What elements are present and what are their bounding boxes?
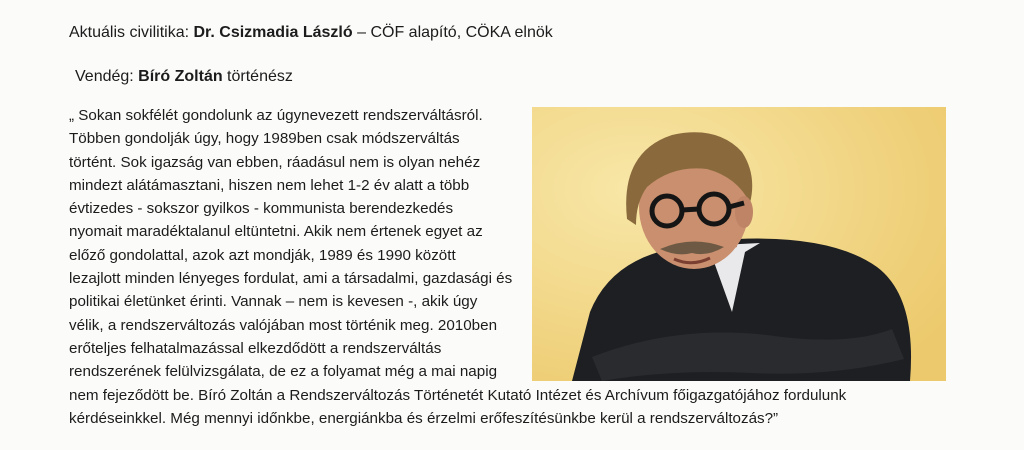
host-name: Dr. Csizmadia László: [193, 24, 353, 41]
body-line: mindezt alátámasztani, hiszen nem lehet 1-2 év alatt a több: [69, 176, 470, 194]
guest-portrait-photo: [532, 107, 946, 381]
ear: [735, 196, 753, 228]
body-line: Többen gondolják úgy, hogy 1989ben csak módszerváltás: [69, 130, 460, 148]
show-title-line: [69, 22, 553, 44]
body-line: kérdéseinkkel. Még mennyi időnkbe, energiánkba és érzelmi erőfeszítésünkbe kerül a rendszerváltozás?”: [69, 409, 779, 427]
host-role: – CÖF alapító, CÖKA elnök: [352, 24, 553, 41]
body-line: vélik, a rendszerváltozás valójában most történik meg. 2010ben: [69, 316, 498, 334]
body-line: „ Sokan sokfélét gondolunk az úgynevezett rendszerváltásról.: [69, 107, 483, 124]
body-line: rendszerének felülvizsgálata, de ez a folyamat még a mai napig: [69, 363, 498, 381]
guest-name: Bíró Zoltán: [138, 68, 223, 85]
body-line: történt. Sok igazság van ebben, ráadásul nem is olyan nehéz: [69, 153, 481, 171]
body-line: nyomait maradéktalanul eltüntetni. Akik nem értenek egyet az: [69, 223, 483, 241]
body-line: évtizedes - sokszor gyilkos - kommunista berendezkedés: [69, 200, 454, 218]
body-line: nem fejeződött be. Bíró Zoltán a Rendszerváltozás Történetét Kutató Intézet és Archívum főigazgatójához fordulunk: [69, 386, 847, 404]
portrait-illustration: [532, 107, 946, 381]
body-line: előző gondolattal, azok azt mondják, 1989 és 1990 között: [69, 246, 456, 264]
show-title-prefix: Aktuális civilitika:: [69, 24, 194, 41]
body-line: erőteljes felhatalmazással elkezdődött a rendszerváltás: [69, 339, 442, 357]
guest-role: történész: [222, 68, 293, 85]
body-line: lezajlott minden lényeges fordulat, ami a társadalmi, gazdasági és: [69, 270, 513, 288]
body-line: politikai életünket érinti. Vannak – nem is kevesen -, akik úgy: [69, 293, 478, 311]
guest-prefix: Vendég:: [75, 68, 139, 85]
guest-line: [75, 66, 293, 88]
